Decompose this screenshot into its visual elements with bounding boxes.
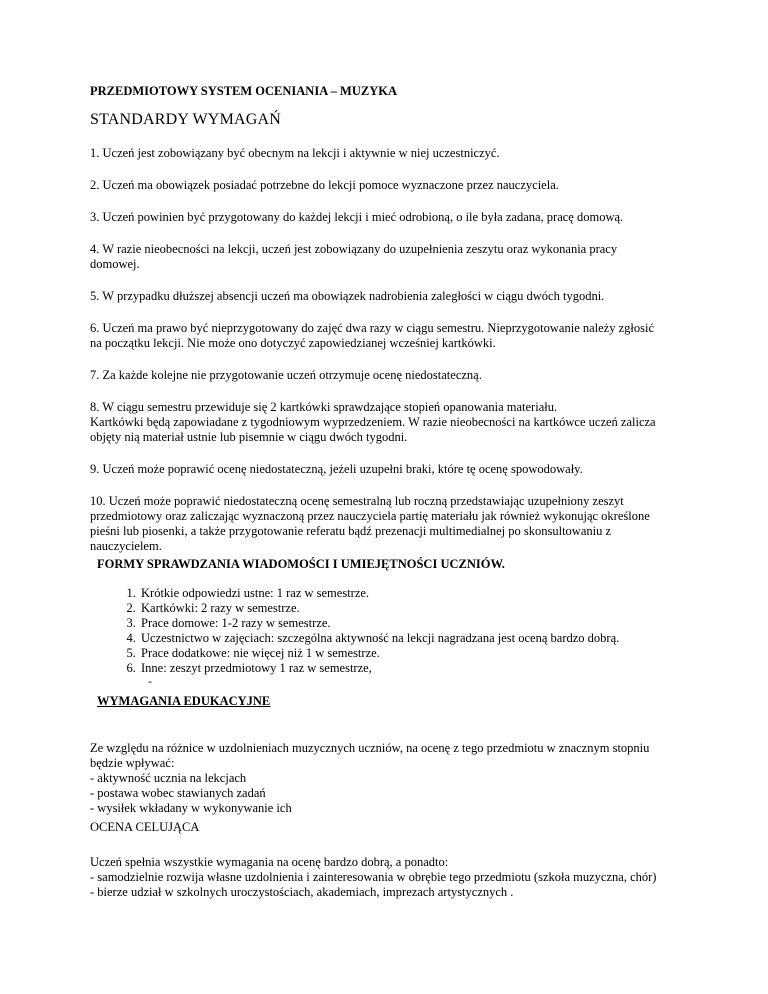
rule-10-line-2: przedmiotowy oraz zaliczając wyznaczoną przez nauczyciela partię materiału jak również wykonując określone [90,509,650,523]
forms-list-item: 3. Prace domowe: 1-2 razy w semestrze. [139,616,699,631]
rule-4 [90,242,690,272]
requirements-intro [90,741,690,816]
document-title: PRZEDMIOTOWY SYSTEM OCENIANIA – MUZYKA [90,84,397,98]
rule-10-line-4: nauczycielem. [90,539,162,553]
forms-list [115,586,699,676]
grade-description [90,855,690,900]
rule-10-line-3: pieśni lub piosenki, a także przygotowanie referatu bądź prezenacji multimedialnej po skonsultowaniu z [90,524,612,538]
rule-8-line-3: objęty nią materiał ustnie lub pisemnie w ciągu dwóch tygodni. [90,430,408,444]
forms-list-item: 5. Prace dodatkowe: nie więcej niż 1 w semestrze. [139,646,699,661]
rule-3: 3. Uczeń powinien być przygotowany do każdej lekcji i mieć odrobioną, o ile była zadana, pracę domową. [90,210,624,224]
requirements-intro-line: - aktywność ucznia na lekcjach [90,771,247,785]
requirements-intro-line: Ze względu na różnice w uzdolnieniach muzycznych uczniów, na ocenę z tego przedmiotu w znacznym stopniu [90,741,650,755]
forms-trailing-mark: - [148,674,152,688]
requirements-intro-line: - postawa wobec stawianych zadań [90,786,266,800]
requirements-intro-line: - wysiłek wkładany w wykonywanie ich [90,801,292,815]
rule-8-line-1: 8. W ciągu semestru przewiduje się 2 kartkówki sprawdzające stopień opanowania materiału. [90,400,558,414]
forms-heading: FORMY SPRAWDZANIA WIADOMOŚCI I UMIEJĘTNOŚCI UCZNIÓW. [97,557,505,571]
rule-2: 2. Uczeń ma obowiązek posiadać potrzebne do lekcji pomoce wyznaczone przez nauczyciela. [90,178,559,192]
rule-10-line-1: 10. Uczeń może poprawić niedostateczną ocenę semestralną lub roczną przedstawiając uzupełniony zeszyt [90,494,624,508]
forms-list-item: 1. Krótkie odpowiedzi ustne: 1 raz w semestrze. [139,586,699,601]
grade-description-line: Uczeń spełnia wszystkie wymagania na ocenę bardzo dobrą, a ponadto: [90,855,449,869]
forms-list-item: 4. Uczestnictwo w zajęciach: szczególna aktywność na lekcji nagradzana jest oceną bardzo dobrą. [139,631,699,646]
rule-7: 7. Za każde kolejne nie przygotowanie uczeń otrzymuje ocenę niedostateczną. [90,368,482,382]
grade-description-line: - bierze udział w szkolnych uroczystościach, akademiach, imprezach artystycznych . [90,885,514,899]
rule-10 [90,494,690,554]
grade-description-line: - samodzielnie rozwija własne uzdolnienia i zainteresowania w obrębie tego przedmiotu (szkoła muzyczna, chór) [90,870,657,884]
forms-list-item: 6. Inne: zeszyt przedmiotowy 1 raz w semestrze, [139,661,699,676]
standards-heading: STANDARDY WYMAGAŃ [90,111,282,128]
rule-6-line-2: na początku lekcji. Nie może ono dotyczyć zapowiedzianej wcześniej kartkówki. [90,336,496,350]
rule-8-line-2: Kartkówki będą zapowiadane z tygodniowym wyprzedzeniem. W razie nieobecności na kartkówce uczeń zalicza [90,415,656,429]
grade-heading: OCENA CELUJĄCA [90,820,200,834]
rule-9: 9. Uczeń może poprawić ocenę niedostateczną, jeżeli uzupełni braki, które tę ocenę spowodowały. [90,462,583,476]
requirements-heading: WYMAGANIA EDUKACYJNE [97,694,271,708]
rule-1: 1. Uczeń jest zobowiązany być obecnym na lekcji i aktywnie w niej uczestniczyć. [90,146,500,160]
rule-4-line-1: 4. W razie nieobecności na lekcji, uczeń jest zobowiązany do uzupełnienia zeszytu oraz wykonania pracy [90,242,618,256]
rule-4-line-2: domowej. [90,257,140,271]
rule-6-line-1: 6. Uczeń ma prawo być nieprzygotowany do zajęć dwa razy w ciągu semestru. Nieprzygotowanie należy zgłosić [90,321,655,335]
requirements-intro-line: będzie wpływać: [90,756,175,770]
forms-list-item: 2. Kartkówki: 2 razy w semestrze. [139,601,699,616]
rule-6 [90,321,690,351]
rule-5: 5. W przypadku dłuższej absencji uczeń ma obowiązek nadrobienia zaległości w ciągu dwóch tygodni. [90,289,605,303]
rule-8 [90,400,690,445]
